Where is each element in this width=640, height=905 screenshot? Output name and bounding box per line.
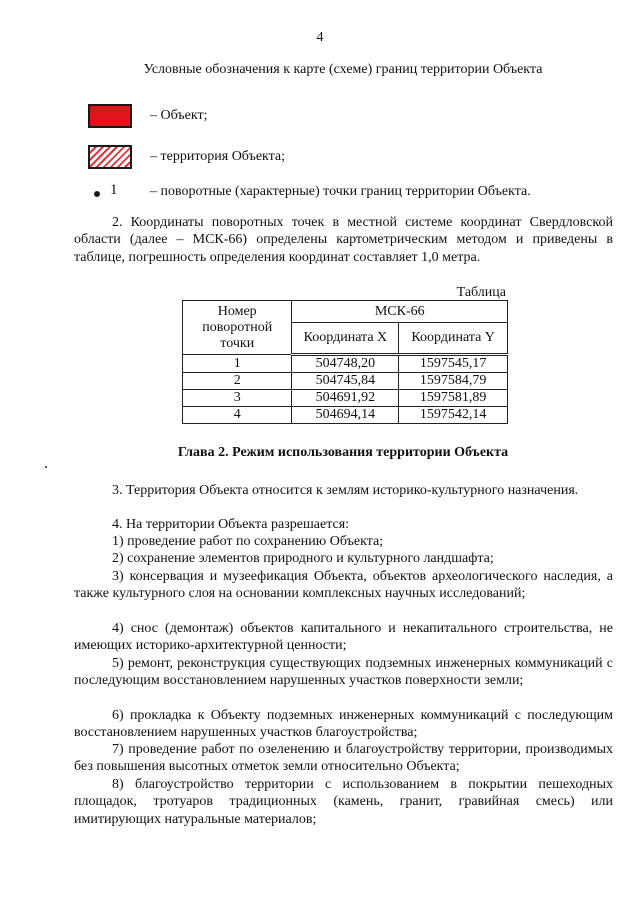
cell-x: 504748,20 bbox=[292, 355, 399, 373]
chapter-title: Глава 2. Режим использования территории Объекта bbox=[177, 445, 509, 460]
header-y: Координата Y bbox=[399, 323, 508, 355]
point-marker-label: 1 bbox=[110, 182, 118, 198]
cell-number: 3 bbox=[183, 390, 292, 407]
paragraph: 2) сохранение элементов природного и культурного ландшафта; bbox=[112, 551, 494, 566]
cell-y: 1597584,79 bbox=[399, 373, 508, 390]
legend-item-territory bbox=[88, 143, 285, 171]
cell-y: 1597545,17 bbox=[399, 355, 508, 373]
paragraph: 3. Территория Объекта относится к землям историко-культурного назначения. bbox=[112, 483, 579, 498]
cell-number: 4 bbox=[183, 407, 292, 424]
scan-speck bbox=[45, 466, 47, 468]
cell-x: 504691,92 bbox=[292, 390, 399, 407]
territory-hatch-icon bbox=[88, 145, 132, 169]
table-row bbox=[183, 373, 508, 390]
table-row bbox=[183, 355, 508, 373]
table-row bbox=[183, 407, 508, 424]
paragraph: 1) проведение работ по сохранению Объекта; bbox=[112, 534, 384, 549]
cell-x: 504745,84 bbox=[292, 373, 399, 390]
cell-y: 1597581,89 bbox=[399, 390, 508, 407]
cell-x: 504694,14 bbox=[292, 407, 399, 424]
legend-title: Условные обозначения к карте (схеме) границ территории Объекта bbox=[143, 62, 543, 77]
legend-text: – территория Объекта; bbox=[150, 149, 286, 164]
object-swatch-icon bbox=[88, 104, 132, 128]
legend-item-object bbox=[88, 102, 207, 130]
paragraph: 4. На территории Объекта разрешается: bbox=[112, 517, 350, 532]
legend-text: – поворотные (характерные) точки границ территории Объекта. bbox=[150, 184, 531, 199]
paragraph: 7) проведение работ по озеленению и благоустройству территории, производимых без повышения высотных отметок земли относительно Объекта; bbox=[74, 742, 613, 775]
header-system: МСК-66 bbox=[292, 301, 508, 323]
point-dot-icon bbox=[94, 191, 100, 197]
paragraph: 4) снос (демонтаж) объектов капитального и некапитального строительства, не имеющих историко-архитектурной ценности; bbox=[74, 621, 613, 654]
table-caption: Таблица bbox=[456, 285, 506, 300]
cell-y: 1597542,14 bbox=[399, 407, 508, 424]
legend-item-points bbox=[88, 178, 531, 206]
header-x: Координата X bbox=[292, 323, 399, 355]
paragraph: 6) прокладка к Объекту подземных инженерных коммуникаций с последующим восстановлением нарушенных участков благоустройства; bbox=[74, 708, 613, 741]
cell-number: 2 bbox=[183, 373, 292, 390]
header-point-number: Номер поворотной точки bbox=[183, 301, 292, 355]
page-number: 4 bbox=[316, 30, 324, 45]
coordinates-table bbox=[182, 300, 508, 424]
paragraph-coordinates: 2. Координаты поворотных точек в местной системе координат Свердловской области (далее – МСК-66) определены картометрическим методом и приведены в таблице, погрешность определения координат составляет 1,0 метра. bbox=[74, 215, 613, 265]
paragraph: 3) консервация и музеефикация Объекта, объектов археологического наследия, а также культурного слоя на основании комплексных научных исследований; bbox=[74, 569, 613, 602]
legend-text: – Объект; bbox=[150, 108, 208, 123]
paragraph: 5) ремонт, реконструкция существующих подземных инженерных коммуникаций с последующим восстановлением нарушенных участков поверхности земли; bbox=[74, 656, 613, 689]
point-marker-icon bbox=[88, 180, 132, 204]
paragraph: 8) благоустройство территории с использованием в покрытии пешеходных площадок, тротуаров традиционных (камень, гранит, гравийная смесь) или имитирующих натуральные материалов; bbox=[74, 777, 613, 827]
table-row bbox=[183, 390, 508, 407]
cell-number: 1 bbox=[183, 355, 292, 373]
